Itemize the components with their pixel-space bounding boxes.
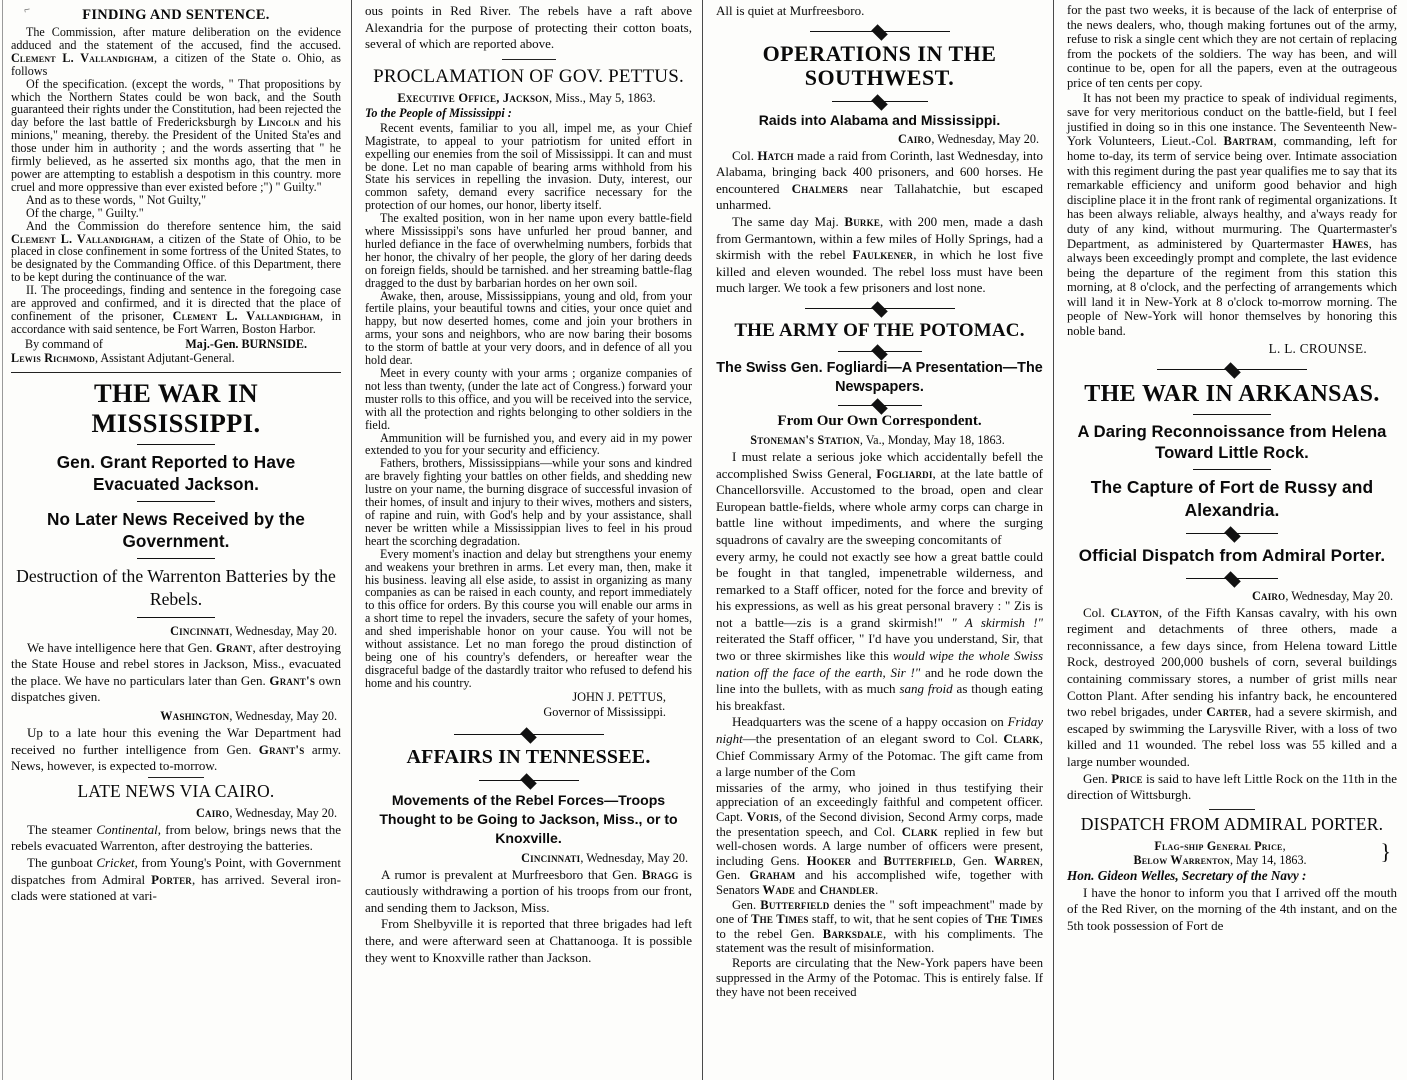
person-name: Clark — [901, 824, 938, 839]
deck-ornament-southwest — [832, 97, 928, 106]
text-run: , Wednesday, May 20. — [1285, 588, 1393, 603]
deck-rebel-movements: Movements of the Rebel Forces—Troops Thought to be Going to Jackson, Miss., or to Knoxville. — [379, 791, 678, 846]
text-run: , a citizen of the State o. Ohio, as follows — [11, 50, 342, 78]
paragraph-hatch-raid — [716, 148, 1043, 214]
proclamation-body — [365, 122, 692, 720]
paragraph-red-river: ous points in Red River. The rebels have a raft above Alexandria for the purpose of protecting their cotton boats, several of which are reported above. — [365, 3, 692, 52]
person-name: Carter — [1206, 704, 1249, 720]
text-run: , in accordance with said sentence, be Fort Warren, Boston Harbor. — [11, 308, 341, 336]
text-run: The Commission, after mature deliberation on the evidence adduced and the statement of the accused, find the accused. — [11, 25, 341, 52]
potomac-body — [716, 433, 1043, 781]
person-name: Clement L. Vallandigham — [11, 231, 151, 246]
person-name: Price — [1111, 770, 1143, 786]
quoted-phrase: " A skirmish !" — [951, 614, 1043, 630]
paragraph-specification — [11, 78, 341, 194]
person-name: Graham — [749, 868, 796, 883]
place-name: Cincinnati — [170, 623, 230, 638]
headline-war-in-mississippi: THE WAR IN MISSISSIPPI. — [91, 377, 261, 438]
publication-name: The Times — [751, 912, 809, 927]
headline-war-in-arkansas: THE WAR IN ARKANSAS. — [1084, 380, 1380, 407]
southwest-divider-ornament — [810, 27, 950, 36]
heading-affairs-in-tennessee: AFFAIRS IN TENNESSEE. — [406, 745, 651, 768]
text-run: near Tallahatchie, but escaped unharmed. — [716, 180, 1043, 213]
dateline-cairo-sw — [716, 132, 1043, 147]
person-name: Fogliardi — [876, 465, 933, 481]
dateline-washington — [11, 709, 341, 724]
paragraph-sword-presentation — [716, 714, 1043, 780]
text-run: , at the late battle of Chancellorsville. Accustomed to the broad, open and clear European battle-fields, where whole army corps can charge in battle line without impediments, and where the surging squadrons of cavalry are the sweeping concomitants of — [716, 465, 1043, 547]
person-name: Hawes — [1332, 236, 1369, 251]
deck-grant-evacuated: Gen. Grant Reported to Have Evacuated Jackson. — [56, 451, 296, 494]
text-run: —the presentation of an elegant sword to Col. — [742, 731, 1004, 747]
flag-dateline-block — [1067, 839, 1397, 867]
text-run: reiterated the Staff officer, " I'd have you understand, Sir, that two or three skirmishes like this — [716, 631, 1043, 664]
below-warrenton-line — [1067, 853, 1397, 867]
text-run: , has arrived. Several iron-clads were stationed at vari- — [11, 871, 342, 904]
deck-rule-2 — [137, 558, 215, 559]
emphasis: Friday night — [716, 714, 1043, 747]
dateline-cincinnati — [11, 624, 341, 639]
text-run: The same day Maj. — [732, 213, 845, 229]
paragraph-all-quiet: All is quiet at Murfreesboro. — [716, 3, 865, 18]
person-name: Porter — [151, 871, 192, 887]
signature-pettus: JOHN J. PETTUS, — [572, 689, 666, 704]
text-run: Gen. — [1083, 770, 1112, 786]
text-run: , commanding, left for home to-day, its term of service being over. Intimate association with this regiment during the past year qualifies me to say that its remarkable efficiency and uniform good behavior and high discipline place it in the front rank of regimental organizations. It has been always reliable, always healthy, and a'ways ready for duty of any kind, without murmuring. The Quartermaster's Department, as administered by Quartermaster — [1067, 134, 1397, 251]
text-run: to the rebel Gen. — [716, 926, 823, 941]
deck-swiss-general: The Swiss Gen. Fogliardi—A Presentation—The Newspapers. — [716, 359, 1043, 395]
paragraph-serious-joke — [716, 449, 1043, 549]
paragraph-commissaries — [716, 781, 1043, 898]
place-name: Cincinnati — [521, 850, 581, 865]
text-run: The gunboat — [27, 855, 97, 870]
dateline-cairo — [11, 806, 341, 821]
person-name: Butterfield — [883, 853, 953, 868]
text-run: II. The proceedings, finding and sentence in the foregoing case are approved and confirmed, and it is directed that the place of confinement of the prisoner, — [11, 283, 341, 323]
paragraph-burke-dash — [716, 214, 1043, 297]
text-run: and his minions," meaning, thereby. the President of the United Sta'es and those under him in authority ; and the words asserting that " he firmly believed, as he asserted six months ago, that the men in power are attempting to establish a despotism in this country. more cruel and more oppressive than ever existed before ;") " Guilty." — [11, 115, 341, 194]
text-run: is cautiously withdrawing a portion of his troops from our front, and sending them to Jackson, Miss. — [365, 866, 693, 915]
paragraph-war-department — [11, 725, 341, 775]
person-name: Grant — [215, 639, 253, 655]
potomac-divider-ornament — [805, 304, 955, 313]
arkansas-deck-rule-1 — [1193, 469, 1271, 470]
paragraph-proceedings — [11, 284, 341, 336]
place-name: Below Warrenton — [1133, 852, 1230, 867]
paragraph-steamer-continental — [11, 822, 341, 855]
text-run: Col. — [732, 147, 758, 163]
text-run: and his accomplished wife, together with Senators — [716, 868, 1043, 897]
byline-command — [11, 337, 341, 352]
arkansas-deck-ornament-3 — [1186, 574, 1278, 583]
byline-signer: Maj.-Gen. BURNSIDE. — [185, 336, 307, 351]
text-run: , Gen. — [952, 853, 995, 868]
paragraph-charge-guilty: Of the charge, " Guilty." — [26, 205, 144, 220]
column-4 — [1053, 0, 1407, 1080]
text-run: , with 200 men, made a dash from Germantown, within a few miles of Holly Springs, had a skirmish with the rebel — [716, 213, 1043, 263]
paragraph-exalted-position: The exalted position, won in her name upon every battle-field where Mississippi's sons have unfurled her proud banner, and hurled defiance in the face of overwhelming numbers, forbids that her honor, the chivalry of her people, the glory of her daring deeds on foreign fields, should be tarnished. and her streaming battle-flag dragged to the dust by barbarian hordes on her own soil. — [365, 211, 692, 290]
text-run: , Wednesday, May 20. — [580, 850, 688, 865]
text-run: , Wednesday, May 20. — [229, 709, 337, 724]
dateline-cairo-arkansas — [1067, 589, 1397, 604]
person-name: Grant's — [269, 672, 316, 688]
paragraph-shelbyville: From Shelbyville it is reported that three brigades had left there, and were afterward seen at Chattanooga. It is possible they went to Knoxville rather than Jackson. — [365, 916, 692, 965]
person-name: Lewis Richmond — [11, 350, 95, 365]
text-run: , after destroying the State House and rebel stores in Jackson, Miss., evacuated the place. We have no particulars later than Gen. — [11, 639, 341, 688]
place-name: Executive Office, Jackson — [397, 90, 550, 105]
paragraph-clayton-reconnaissance — [1067, 605, 1397, 771]
text-run: , had a severe skirmish, and escaped by swimming the Larysville River, with a loss of two killed and 11 wounded. The rebel loss was 55 killed and a large number wounded. — [1067, 704, 1397, 769]
person-name: Burke — [844, 213, 881, 229]
salutation-to-people: To the People of Mississippi : — [365, 105, 512, 120]
arkansas-headline-rule — [1193, 414, 1271, 415]
text-run: , Wednesday, May 20. — [931, 131, 1039, 146]
paragraph-ammunition: Ammunition will be furnished you, and every aid in my power extended to you for your security and efficiency. — [365, 430, 692, 458]
deck-daring-reconnoissance: A Daring Reconnoissance from Helena Toward Little Rock. — [1077, 421, 1387, 462]
paragraph-gunboat-cricket — [11, 855, 341, 905]
ship-name: Continental — [96, 821, 158, 837]
text-run: The steamer — [27, 821, 97, 837]
dateline-stonemans-station — [716, 433, 1043, 448]
text-run: , Gen. — [716, 853, 1044, 883]
text-run: , from Young's Point, with Government dispatches from Admiral — [11, 855, 341, 887]
text-run: Of the specification. (except the words, " That propositions by which the Northern States could be won back, and the South guaranteed their rights under the Constitution, had been rejected the day before the last battle of Fredericksburgh by — [11, 76, 341, 130]
section-divider-rule — [11, 372, 341, 373]
deck-capture-fort-de-russy: The Capture of Fort de Russy and Alexandria. — [1090, 476, 1374, 520]
person-name: Grant's — [258, 741, 305, 757]
text-run: And the Commission do therefore sentence him, the said — [26, 218, 341, 233]
text-run: , Wednesday, May 20. — [229, 805, 337, 820]
proclamation-rule — [502, 59, 556, 60]
foreign-phrase: sang froid — [899, 681, 953, 697]
text-run: own dispatches given. — [11, 672, 342, 705]
correspondent-ornament — [838, 401, 922, 410]
text-run: , Miss., May 5, 1863. — [549, 90, 656, 105]
paragraph-fathers-brothers: Fathers, brothers, Mississippians—while your sons and kindred are bravely fighting your battles on other fields, and shedding new lustre on your name, the burning disgrace of successful invasion of their homes, of insult and injury to their wives, mothers and sisters, of rapine and ruin, with God's help and by your assistance, shall never be written while a Mississippian lives to feel in his proud heart the scorching degradation. — [365, 456, 692, 548]
person-name: Chandler — [819, 882, 876, 897]
text-run: , Va., Monday, May 18, 1863. — [859, 432, 1005, 447]
ship-name: Flag-ship General Price — [1154, 838, 1283, 853]
tennessee-body — [365, 851, 692, 967]
text-run: every army, he could not exactly see how a great battle could be fought in that tangled, impenetrable wilderness, and remarked to a Staff officer, noted for the force and brevity of his expressions, as well as his great personal bravery : " Zis is not a battle—zis is a grand skirmish!" — [716, 548, 1043, 630]
column-2 — [351, 0, 702, 1080]
person-name: Voris — [746, 810, 779, 824]
person-name: Lincoln — [258, 115, 300, 130]
signature-title-governor: Governor of Mississippi. — [543, 704, 666, 719]
dateline-executive-office — [365, 91, 692, 106]
place-name: Cairo — [898, 131, 932, 146]
paragraph-recent-events: Recent events, familiar to you all, impel me, as your Chief Magistrate, to appeal to your patriotism for united effort in expelling our enemies from the soil of Mississippi. It can and must be done. Let no man capable of bearing arms withhold from his State his services in repelling the invasion. Duty, interest, our common safety, demand every sacrifice necessary for the protection of our homes, our honor, liberty itself. — [365, 120, 692, 213]
person-name: Bartram — [1223, 134, 1274, 149]
text-run: I must relate a serious joke which accidentally befell the accomplished Swiss General, — [716, 448, 1043, 481]
arkansas-deck-ornament-2 — [1186, 529, 1278, 538]
person-name: Bragg — [641, 866, 679, 882]
paragraph-papers-suppressed: Reports are circulating that the New-York papers have been suppressed in the Army of the Potomac. This is entirely false. If they have not been received — [716, 955, 1043, 1000]
deck-no-later-news: No Later News Received by the Government. — [47, 508, 305, 551]
paragraph-news-dealers: for the past two weeks, it is because of the lack of enterprise of the news dealers, who, though making fortunes out of the army, refuse to risk a single cent which they are not certain of replacing from the pockets of the soldiers. The way has been, and will continue to be, open for all the papers, even at the outrageous price of ten cents per copy. — [1067, 3, 1397, 90]
text-run: Up to a late hour this evening the War Department had received no further intelligence from Gen. — [11, 725, 341, 757]
arkansas-body — [1067, 589, 1397, 804]
text-run: , with his compliments. The statement was the result of misinformation. — [716, 926, 1043, 956]
southwest-body — [716, 132, 1043, 297]
paragraph-grant-intelligence — [11, 640, 341, 706]
text-run: staff, to wit, that he sent copies of — [808, 912, 986, 927]
column-1 — [0, 0, 351, 1080]
text-run: replied in few but well-chosen words. A large number of officers were present, including Gens. — [716, 824, 1043, 868]
text-run: , of the Fifth Kansas cavalry, with his own regiment and detachments of three others, made a reconnissance, a few days since, from Helena toward Little Rock, destroyed 200,000 bushels of corn, several buildings containing commissary stores, a number of grist mills near Cotton Plant. After sending his infantry back, he encountered two rebel brigades, under — [1067, 604, 1397, 720]
text-run: , Wednesday, May 20. — [229, 623, 337, 638]
deck-rule-3 — [137, 617, 215, 618]
byline-label: By command of — [25, 336, 103, 351]
person-name: Clement L. Vallandigham — [172, 308, 321, 323]
text-run: , Assistant Adjutant-General. — [94, 350, 235, 365]
paragraph-not-guilty: And as to these words, " Not Guilty," — [26, 192, 207, 207]
text-run: missaries of the army, who joined in thus testifying their appreciation of an exceedingly faithful and competent officer. Capt. — [716, 780, 1043, 824]
deck-raids-alabama-mississippi: Raids into Alabama and Mississippi. — [758, 111, 1001, 128]
column-3 — [702, 0, 1053, 1080]
paragraph-skirmish-anecdote — [716, 549, 1043, 715]
text-run: made a raid from Corinth, last Wednesday, into Alabama, bringing back 400 prisoners, and 600 horses. He encountered — [716, 147, 1043, 196]
text-run: , from below, brings news that the rebels evacuated Warrenton, after destroying the batteries. — [11, 821, 341, 854]
heading-proclamation-pettus: PROCLAMATION OF GOV. PETTUS. — [373, 65, 684, 87]
heading-dispatch-admiral-porter: DISPATCH FROM ADMIRAL PORTER. — [1080, 813, 1384, 834]
dateline-cincinnati-tenn — [365, 851, 692, 866]
text-run: is said to have left Little Rock on the 11th in the direction of Wittsburgh. — [1067, 770, 1397, 803]
dispatch-rule — [1209, 809, 1255, 810]
murfreesboro-note — [716, 3, 1043, 20]
text-run: , a citizen of the State of Ohio, to be placed in close confinement in some fortress of the United States, to be designated by the Commanding Office. of this Department, there to be kept during the continuance of the war. — [11, 231, 341, 285]
signature-crounse: L. L. CROUNSE. — [1268, 340, 1367, 356]
person-name: Hatch — [757, 147, 794, 163]
text-run: and — [794, 882, 820, 897]
news-dealers-continuation — [1067, 3, 1397, 357]
text-run: , May 14, 1863. — [1229, 852, 1307, 867]
heading-late-news-via-cairo: LATE NEWS VIA CAIRO. — [77, 780, 275, 801]
paragraph-meet-every-county: Meet in every county with your arms ; organize companies of not less than twenty, (under the late act of Congress.) forward your muster rolls to this office, and you will be received into the service, with all the protection and rights belonging to other soldiers in the field. — [365, 366, 692, 432]
person-name: Clement L. Vallandigham — [11, 50, 155, 65]
label-own-correspondent: From Our Own Correspondent. — [777, 412, 982, 429]
person-name: Warren — [994, 853, 1040, 868]
text-run: and — [851, 853, 884, 868]
byline-adjutant — [11, 352, 341, 365]
heading-finding-and-sentence: FINDING AND SENTENCE. — [82, 7, 270, 23]
text-run: , of the Second division, Second Army corps, made the presentation speech, and Col. — [716, 810, 1043, 839]
place-name: Cairo — [1252, 588, 1286, 603]
deck-rule-1 — [137, 501, 215, 502]
deck-destruction-batteries: Destruction of the Warrenton Batteries by the Rebels. — [16, 565, 336, 609]
flagship-line — [1067, 839, 1397, 853]
person-name: Hooker — [806, 853, 852, 868]
deck-official-dispatch-porter: Official Dispatch from Admiral Porter. — [1078, 545, 1386, 565]
paragraph-every-moment: Every moment's inaction and delay but strengthens your enemy and weakens your brethren in arms. Let every man, then, make it his business. leaving all else aside, to assist in organizing as many companies as can be raised in each county, and report immediately to this office for orders. By this course you will enable our arms in a short time to repel the invaders, secure the safety of your homes, and shed imperishable honor on your cause. You will not be without assistance. Let no man forego the proud distinction of being one of his country's defenders, or hereafter wear the disgraceful badge of the dastardly traitor who refused to defend his home and his country. — [365, 546, 692, 690]
red-river-continuation — [365, 3, 692, 53]
text-run: , has always been exceedingly prompt and complete, the last evidence being the departure of the regiment from this station this morning, at 8 o'clock, and the perfecting of arrangements which will land it in New-York at 8 o'clock to-morrow morning. The people of New-York will honor themselves by honoring this noble band. — [1067, 236, 1397, 339]
paragraph-commission — [11, 26, 341, 78]
text-run: . — [875, 882, 879, 897]
person-name: Barksdale — [822, 926, 883, 941]
paragraph-awake-arouse: Awake, then, arouse, Mississippians, young and old, from your fertile plains, your beautiful towns and cities, your once quiet and happy, but now deserted homes, come and join your brothers in arms, your sons and neighbors, who are now baring their bosoms to the storm of battle at your very doors, and in defence of all you hold dear. — [365, 288, 692, 368]
paragraph-seventeenth-new-york — [1067, 91, 1397, 339]
heading-operations-southwest: OPERATIONS IN THE SOUTHWEST. — [762, 40, 997, 90]
finding-section — [11, 7, 341, 365]
text-run: , in which he lost five killed and eleven wounded. The rebel loss must have been much larger. We took a few prisoners and lost none. — [716, 247, 1043, 296]
arkansas-divider-ornament — [1157, 365, 1307, 374]
page-edge-line — [2, 0, 3, 1080]
porter-dispatch-body — [1067, 868, 1397, 935]
addressee-gideon-welles: Hon. Gideon Welles, Secretary of the Navy : — [1067, 867, 1307, 883]
place-name: Stoneman's Station — [750, 432, 860, 447]
person-name: Clark — [1003, 731, 1040, 747]
person-name: Chalmers — [791, 180, 849, 196]
quoted-phrase: would wipe the whole Swiss nation off the face of the earth, Sir !" — [716, 648, 1044, 680]
text-run: , — [1282, 838, 1286, 853]
text-run: , Chief Commissary Army of the Potomac. The gift came from a large number of the Com — [716, 731, 1043, 780]
brace-glyph: } — [1380, 838, 1391, 864]
publication-name: The Times — [985, 912, 1043, 927]
heading-army-of-potomac: THE ARMY OF THE POTOMAC. — [734, 319, 1025, 341]
place-name: Cairo — [196, 805, 230, 820]
text-run: denies the " soft impeachment" made by one of — [716, 897, 1043, 927]
late-news-rule — [148, 777, 204, 778]
text-run: as though eating his breakfast. — [716, 681, 1043, 713]
headline-rule — [137, 444, 215, 445]
text-run: We have intelligence here that Gen. — [27, 639, 216, 655]
deck-ornament-potomac — [838, 347, 922, 356]
place-name: Washington — [160, 709, 230, 724]
scan-artifact: ⌐ — [23, 3, 32, 17]
paragraph-butterfield-denial — [716, 898, 1043, 956]
text-run: and he rode down the line into the bullets, with as much — [716, 664, 1043, 697]
text-run: army. News, however, is expected to-morrow. — [11, 741, 341, 774]
person-name: Butterfield — [760, 897, 830, 912]
paragraph-price-little-rock — [1067, 771, 1397, 804]
deck-ornament-tennessee — [479, 776, 579, 785]
person-name: Wade — [762, 882, 795, 897]
paragraph-bragg-rumor — [365, 867, 692, 917]
paragraph-red-river-arrival: I have the honor to inform you that I arrived off the mouth of the Red River, on the morning of the 4th instant, and on the 5th took possession of Fort de — [1067, 884, 1397, 933]
ship-name: Cricket — [96, 855, 135, 870]
text-run: It has not been my practice to speak of individual regiments, save for very meritorious conduct on the battle-field, but I feel justified in doing so in this one instance. The Seventeenth New-York Volunteers, Lieut.-Col. — [1067, 90, 1397, 149]
mississippi-body — [11, 624, 341, 905]
text-run: Headquarters was the scene of a happy occasion on — [732, 714, 1008, 730]
paragraph-sentence — [11, 220, 341, 285]
person-name: Faulkener — [852, 247, 914, 263]
tennessee-divider-ornament — [454, 730, 604, 739]
text-run: Col. — [1083, 604, 1111, 620]
potomac-body-cont — [716, 781, 1043, 1000]
text-run: Gen. — [732, 897, 761, 912]
text-run: A rumor is prevalent at Murfreesboro that Gen. — [381, 866, 642, 882]
person-name: Clayton — [1110, 604, 1159, 620]
